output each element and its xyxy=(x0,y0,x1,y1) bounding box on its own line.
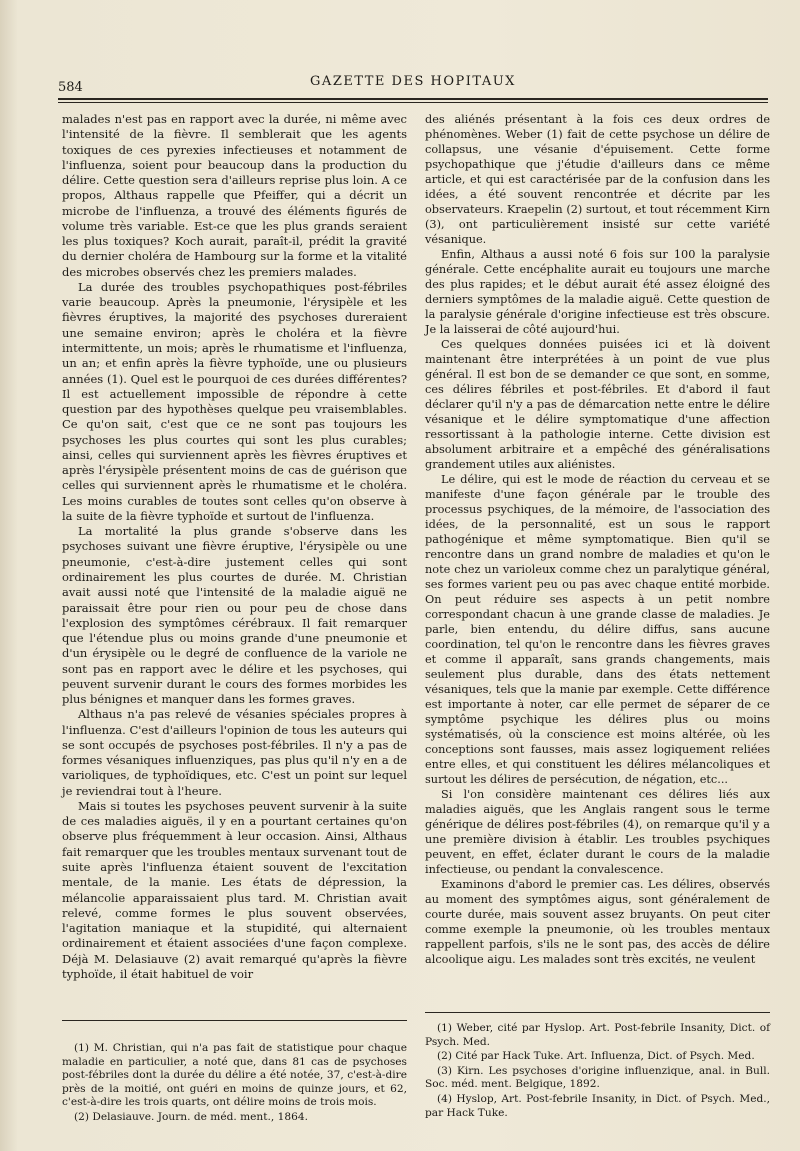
paragraph: Le délire, qui est le mode de réaction du cerveau et se manifeste d'une façon générale par le trouble des processus psychiques, de la mémoire, de l'association des idées, de la personnalité, est un sous le rapport pathogénique et même symptomatique. Bien qu'il se rencontre dans un grand nombre de maladies et qu'on le note chez un varioleux comme chez un paralytique général, ses formes varient peu ou pas avec chaque entité morbide. On peut réduire ses aspects à un petit nombre correspondant chacun à une grande classe de maladies. Je parle, bien entendu, du délire diffus, sans aucune coordination, tel qu'on le rencontre dans les fièvres graves et comme il apparaît, sans grands changements, mais seulement plus durable, dans des états nettement vésaniques, tels que la manie par exemple. Cette différence est importante à noter, car elle permet de séparer de ce symptôme psychique les délires plus ou moins systématisés, où la conscience est moins altérée, où les conceptions sont fausses, mais assez logiquement reliées entre elles, et qui constituent les délires mélancoliques et surtout les délires de persécution, de négation, etc... xyxy=(425,473,770,786)
paragraph: La durée des troubles psychopathiques post-fébriles varie beaucoup. Après la pneumonie, l'érysipèle et les fièvres éruptives, la majorité des psychoses dureraient une semaine environ; après le choléra et la fièvre intermittente, un mois; après le rhumatisme et l'influenza, un an; et enfin après la fièvre typhoïde, une ou plusieurs années (1). Quel est le pourquoi de ces durées différentes? Il est actuellement impossible de répondre à cette question par des hypothèses quelque peu vraisemblables. Ce qu'on sait, c'est que ce ne sont pas toujours les psychoses les plus courtes qui sont les plus curables; ainsi, celles qui surviennent après les fièvres éruptives et après l'érysipèle présentent moins de cas de guérison que celles qui surviennent après le rhumatisme et le choléra. Les moins curables de toutes sont celles qu'on observe à la suite de la fièvre typhoïde et surtout de l'influenza. xyxy=(62,279,407,523)
header-rule-thick xyxy=(58,98,768,100)
paragraph: Enfin, Althaus a aussi noté 6 fois sur 100 la paralysie générale. Cette encéphalite aurait eu toujours une marche des plus rapides; et le début aurait été assez éloigné des derniers symptômes de la maladie aiguë. Cette question de la paralysie générale d'origine infectieuse est très obscure. Je la laisserai de côté aujourd'hui. xyxy=(425,248,770,336)
footnote: (4) Hyslop, Art. Post-febrile Insanity, in Dict. of Psych. Med., par Hack Tuke. xyxy=(425,1092,770,1119)
page-number: 584 xyxy=(58,80,83,95)
paragraph: Ces quelques données puisées ici et là doivent maintenant être interprétées à un point de vue plus général. Il est bon de se demander ce que sont, en somme, ces délires fébriles et post-fébriles. Et d'abord il faut déclarer qu'il n'y a pas de démarcation nette entre le délire vésanique et le délire symptomatique d'une affection ressortissant à la pathologie interne. Cette division est absolument arbitraire et a empêché des généralisations grandement utiles aux aliénistes. xyxy=(425,338,770,471)
right-column xyxy=(425,112,770,967)
journal-title: GAZETTE DES HOPITAUX xyxy=(310,74,516,89)
footnote-rule-right xyxy=(425,1012,770,1013)
page-header xyxy=(58,74,768,98)
footnote: (1) Weber, cité par Hyslop. Art. Post-febrile Insanity, Dict. of Psych. Med. xyxy=(425,1022,770,1048)
paragraph: La mortalité la plus grande s'observe dans les psychoses suivant une fièvre éruptive, l'érysipèle ou une pneumonie, c'est-à-dire justement celles qui sont ordinairement les plus courtes de durée. M. Christian avait aussi noté que l'intensité de la maladie aiguë ne paraissait être pour rien ou pour peu de chose dans l'explosion des symptômes cérébraux. Il fait remarquer que l'étendue plus ou moins grande d'une pneumonie et d'un érysipèle ou le degré de confluence de la variole ne sont pas en rapport avec le délire et les psychoses, qui peuvent survenir durant le cours des formes morbides les plus bénignes et manquer dans les formes graves. xyxy=(62,524,407,707)
footnote: (1) M. Christian, qui n'a pas fait de statistique pour chaque maladie en particulier, a noté que, dans 81 cas de psychoses post-fébriles dont la durée du délire a été notée, 37, c'est-à-dire près de la moitié, ont guéri en moins de quinze jours, et 62, c'est-à-dire les trois quarts, ont délire moins de trois mois. xyxy=(62,1042,407,1109)
paragraph: Examinons d'abord le premier cas. Les délires, observés au moment des symptômes aigus, sont généralement de courte durée, mais souvent assez bruyants. On peut citer comme exemple la pneumonie, où les troubles mentaux rappellent parfois, s'ils ne le sont pas, des accès de délire alcoolique aigu. Les malades sont très excités, ne veulent xyxy=(425,878,770,966)
footnotes-right xyxy=(425,1022,770,1121)
paragraph: Mais si toutes les psychoses peuvent survenir à la suite de ces maladies aiguës, il y en a pourtant certaines qu'on observe plus fréquemment à leur occasion. Ainsi, Althaus fait remarquer que les troubles mentaux survenant tout de suite après l'influenza étaient souvent de l'excitation mentale, de la manie. Les états de dépression, la mélancolie apparaissaient plus tard. M. Christian avait relevé, comme formes le plus souvent observées, l'agitation maniaque et la stupidité, qui alternaient ordinairement et étaient associées d'une façon complexe. Déjà M. Delasiauve (2) avait remarqué qu'après la fièvre typhoïde, il était habituel de voir xyxy=(62,798,407,981)
footnote-rule-left xyxy=(62,1020,407,1021)
paragraph: malades n'est pas en rapport avec la durée, ni même avec l'intensité de la fièvre. Il semblerait que les agents toxiques de ces pyrexies infectieuses et notamment de l'influenza, soient pour beaucoup dans la production du délire. Cette question sera d'ailleurs reprise plus loin. A ce propos, Althaus rappelle que Pfeiffer, qui a décrit un microbe de l'influenza, a trouvé des éléments figurés de volume très variable. Est-ce que les plus grands seraient les plus toxiques? Koch aurait, paraît-il, prédit la gravité du dernier choléra de Hambourg sur la forme et la vitalité des microbes observés chez les premiers malades. xyxy=(62,112,407,279)
header-rule-thin xyxy=(58,102,768,103)
footnote: (3) Kirn. Les psychoses d'origine influenzique, anal. in Bull. Soc. méd. ment. Belgique, 1892. xyxy=(425,1064,770,1091)
footnotes-left xyxy=(62,1042,407,1126)
paragraph: Althaus n'a pas relevé de vésanies spéciales propres à l'influenza. C'est d'ailleurs l'opinion de tous les auteurs qui se sont occupés de psychoses post-fébriles. Il n'y a pas de formes vésaniques influenziques, pas plus qu'il n'y en a de varioliques, de typhoïdiques, etc. C'est un point sur lequel je reviendrai tout à l'heure. xyxy=(62,707,407,798)
paragraph: Si l'on considère maintenant ces délires liés aux maladies aiguës, que les Anglais rangent sous le terme générique de délires post-fébriles (4), on remarque qu'il y a une première division à établir. Les troubles psychiques peuvent, en effet, éclater durant le cours de la maladie infectieuse, ou pendant la convalescence. xyxy=(425,788,770,876)
footnote: (2) Delasiauve. Journ. de méd. ment., 1864. xyxy=(74,1110,308,1123)
footnote: (2) Cité par Hack Tuke. Art. Influenza, Dict. of Psych. Med. xyxy=(437,1050,755,1063)
paragraph: des aliénés présentant à la fois ces deux ordres de phénomènes. Weber (1) fait de cette psychose un délire de collapsus, une vésanie d'épuisement. Cette forme psychopathique que j'étudie d'ailleurs dans ce même article, et qui est caractérisée par de la confusion dans les idées, a été souvent rencontrée et décrite par les observateurs. Kraepelin (2) surtout, et tout récemment Kirn (3), ont particulièrement insisté sur cette variété vésanique. xyxy=(425,113,770,246)
left-column xyxy=(62,112,407,982)
